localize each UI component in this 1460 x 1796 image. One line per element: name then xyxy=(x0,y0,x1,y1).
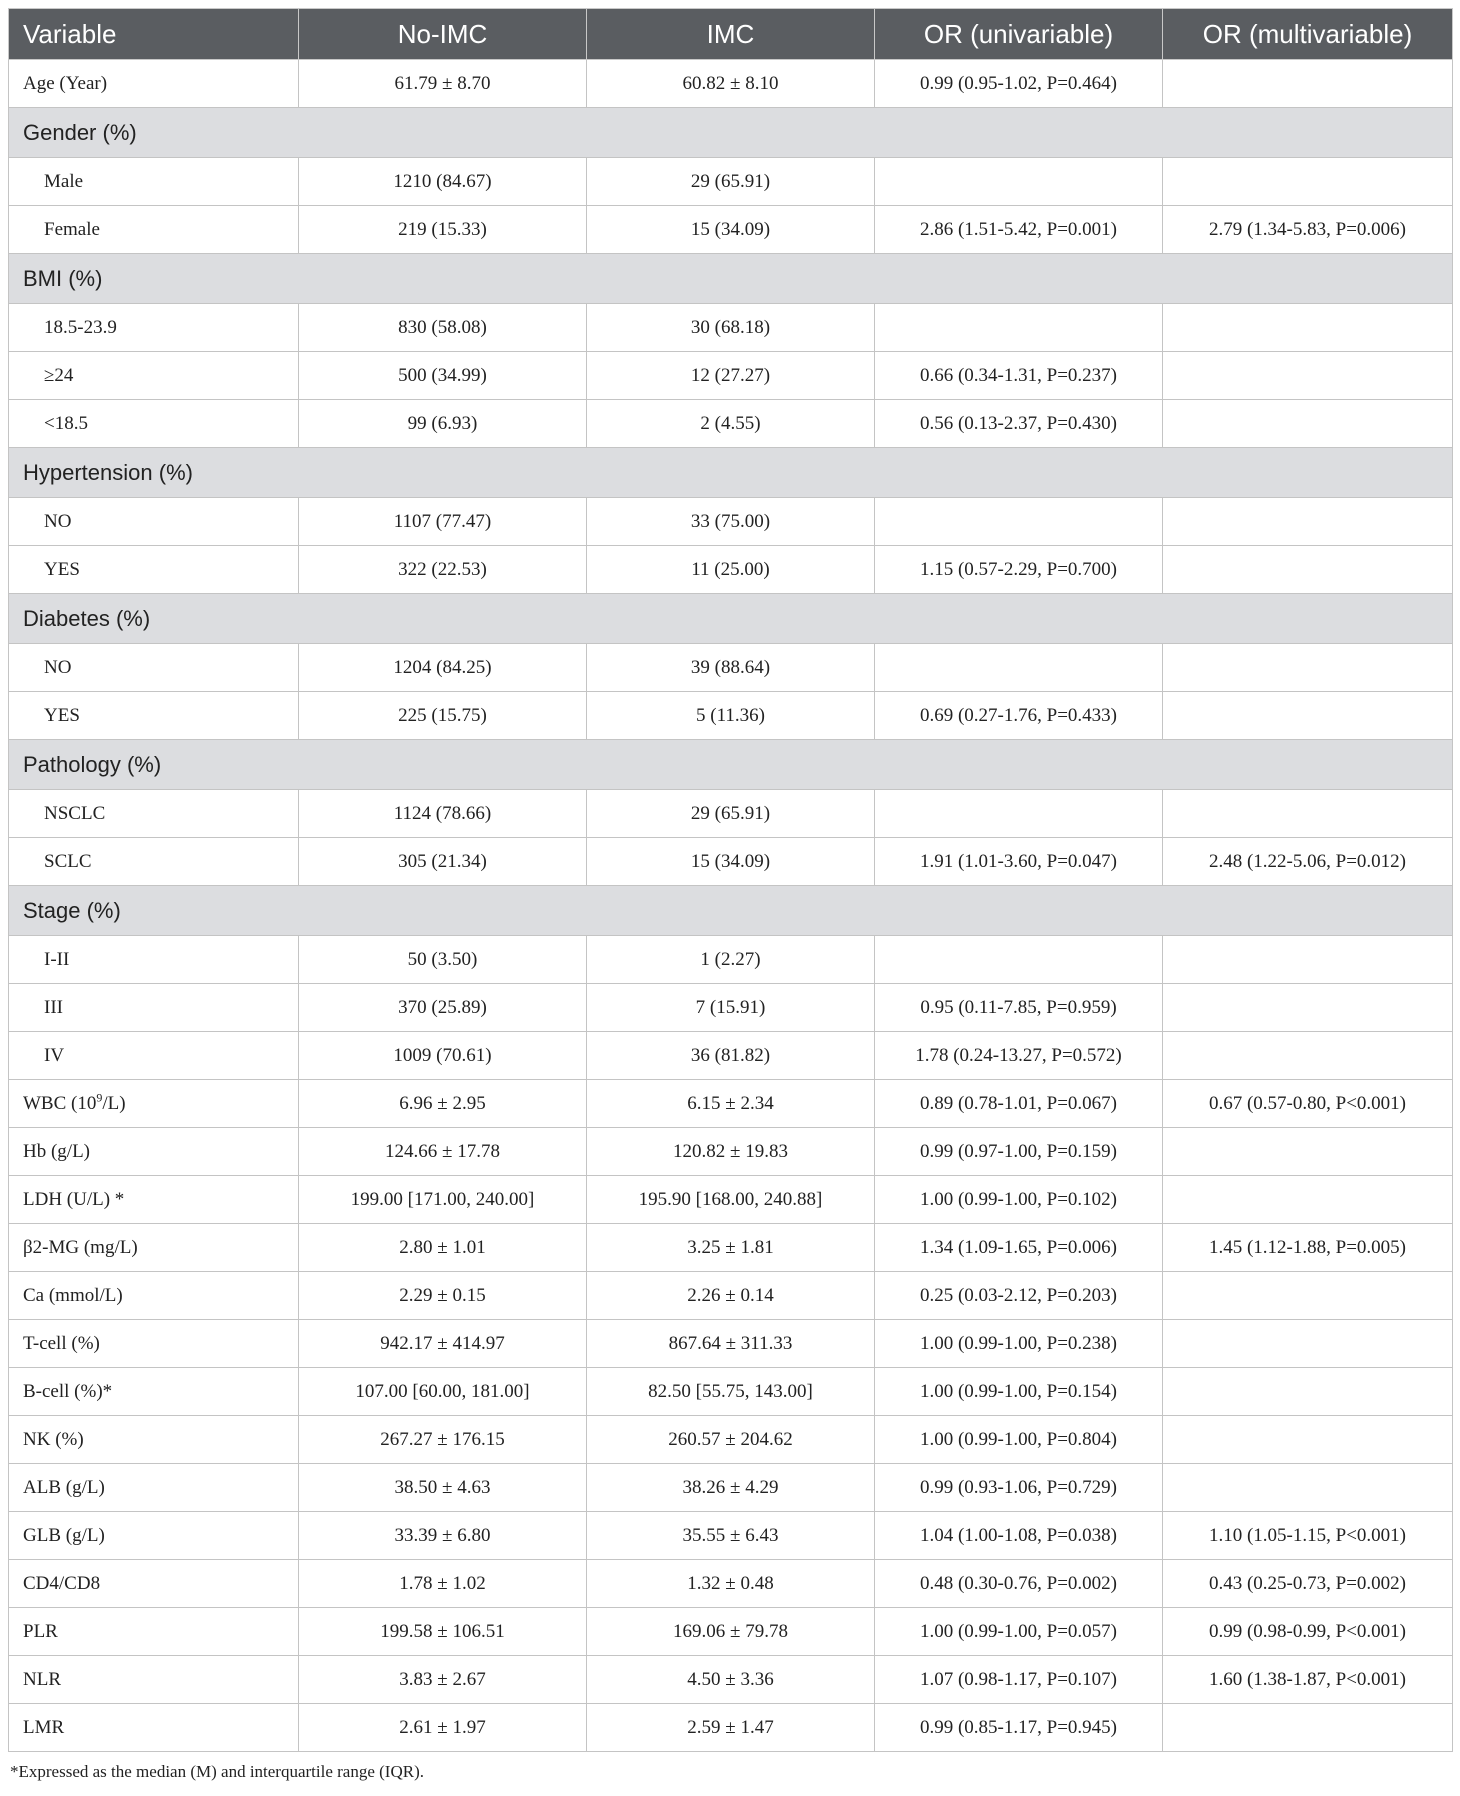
header-or-multivariable: OR (multivariable) xyxy=(1163,9,1453,60)
cell-variable: Female xyxy=(9,206,299,254)
cell-imc: 33 (75.00) xyxy=(587,498,875,546)
cell-or-univariable: 0.25 (0.03-2.12, P=0.203) xyxy=(875,1272,1163,1320)
cell-imc: 15 (34.09) xyxy=(587,206,875,254)
cell-or-univariable: 0.95 (0.11-7.85, P=0.959) xyxy=(875,984,1163,1032)
cell-variable: I-II xyxy=(9,936,299,984)
cell-imc: 36 (81.82) xyxy=(587,1032,875,1080)
cell-or-multivariable xyxy=(1163,1272,1453,1320)
cell-variable: PLR xyxy=(9,1608,299,1656)
cell-variable: NK (%) xyxy=(9,1416,299,1464)
table-row xyxy=(9,1512,1453,1560)
cell-variable: Hb (g/L) xyxy=(9,1128,299,1176)
cell-or-univariable: 0.99 (0.95-1.02, P=0.464) xyxy=(875,60,1163,108)
cell-no-imc: 1107 (77.47) xyxy=(299,498,587,546)
cell-or-multivariable: 2.48 (1.22-5.06, P=0.012) xyxy=(1163,838,1453,886)
cell-imc: 12 (27.27) xyxy=(587,352,875,400)
table-page xyxy=(8,8,1452,1782)
table-row xyxy=(9,158,1453,206)
cell-no-imc: 500 (34.99) xyxy=(299,352,587,400)
cell-imc: 169.06 ± 79.78 xyxy=(587,1608,875,1656)
cell-no-imc: 1204 (84.25) xyxy=(299,644,587,692)
cell-or-multivariable xyxy=(1163,304,1453,352)
cell-no-imc: 33.39 ± 6.80 xyxy=(299,1512,587,1560)
variable-text: WBC (10 xyxy=(23,1092,97,1114)
section-header-row xyxy=(9,886,1453,936)
cell-or-multivariable xyxy=(1163,1464,1453,1512)
cell-imc: 60.82 ± 8.10 xyxy=(587,60,875,108)
cell-imc: 29 (65.91) xyxy=(587,158,875,206)
cell-no-imc: 199.00 [171.00, 240.00] xyxy=(299,1176,587,1224)
cell-or-multivariable xyxy=(1163,60,1453,108)
section-label: Stage (%) xyxy=(9,886,1453,936)
cell-no-imc: 305 (21.34) xyxy=(299,838,587,886)
table-row xyxy=(9,352,1453,400)
cell-or-multivariable xyxy=(1163,1176,1453,1224)
cell-or-univariable: 1.00 (0.99-1.00, P=0.804) xyxy=(875,1416,1163,1464)
table-body xyxy=(9,60,1453,1752)
cell-or-multivariable xyxy=(1163,1704,1453,1752)
table-row xyxy=(9,1320,1453,1368)
cell-or-univariable: 1.00 (0.99-1.00, P=0.154) xyxy=(875,1368,1163,1416)
cell-or-univariable: 0.69 (0.27-1.76, P=0.433) xyxy=(875,692,1163,740)
header-variable: Variable xyxy=(9,9,299,60)
section-header-row xyxy=(9,740,1453,790)
cell-or-multivariable xyxy=(1163,1320,1453,1368)
cell-variable: NO xyxy=(9,498,299,546)
cell-or-multivariable xyxy=(1163,352,1453,400)
cell-variable: NSCLC xyxy=(9,790,299,838)
cell-variable: IV xyxy=(9,1032,299,1080)
cell-or-multivariable xyxy=(1163,692,1453,740)
cell-or-multivariable xyxy=(1163,498,1453,546)
table-row xyxy=(9,1032,1453,1080)
section-label: BMI (%) xyxy=(9,254,1453,304)
table-row xyxy=(9,1272,1453,1320)
cell-no-imc: 2.80 ± 1.01 xyxy=(299,1224,587,1272)
cell-variable: SCLC xyxy=(9,838,299,886)
cell-or-multivariable: 0.67 (0.57-0.80, P<0.001) xyxy=(1163,1080,1453,1128)
cell-imc: 39 (88.64) xyxy=(587,644,875,692)
cell-or-univariable: 0.56 (0.13-2.37, P=0.430) xyxy=(875,400,1163,448)
cell-no-imc: 267.27 ± 176.15 xyxy=(299,1416,587,1464)
cell-or-univariable: 1.04 (1.00-1.08, P=0.038) xyxy=(875,1512,1163,1560)
cell-or-multivariable xyxy=(1163,790,1453,838)
table-row xyxy=(9,498,1453,546)
cell-no-imc: 61.79 ± 8.70 xyxy=(299,60,587,108)
cell-or-univariable: 2.86 (1.51-5.42, P=0.001) xyxy=(875,206,1163,254)
cell-imc: 2.26 ± 0.14 xyxy=(587,1272,875,1320)
section-header-row xyxy=(9,108,1453,158)
cell-or-univariable: 1.00 (0.99-1.00, P=0.057) xyxy=(875,1608,1163,1656)
cell-or-multivariable xyxy=(1163,936,1453,984)
cell-or-univariable: 1.00 (0.99-1.00, P=0.238) xyxy=(875,1320,1163,1368)
cell-imc: 867.64 ± 311.33 xyxy=(587,1320,875,1368)
table-row xyxy=(9,304,1453,352)
cell-or-multivariable xyxy=(1163,400,1453,448)
cell-variable: YES xyxy=(9,692,299,740)
cell-or-univariable: 0.89 (0.78-1.01, P=0.067) xyxy=(875,1080,1163,1128)
cell-no-imc: 322 (22.53) xyxy=(299,546,587,594)
cell-or-multivariable: 0.99 (0.98-0.99, P<0.001) xyxy=(1163,1608,1453,1656)
cell-variable: ≥24 xyxy=(9,352,299,400)
table-row xyxy=(9,1656,1453,1704)
header-row xyxy=(9,9,1453,60)
cell-or-multivariable: 2.79 (1.34-5.83, P=0.006) xyxy=(1163,206,1453,254)
cell-no-imc: 107.00 [60.00, 181.00] xyxy=(299,1368,587,1416)
cell-or-multivariable xyxy=(1163,984,1453,1032)
cell-or-univariable xyxy=(875,644,1163,692)
section-header-row xyxy=(9,448,1453,498)
cell-or-multivariable: 1.10 (1.05-1.15, P<0.001) xyxy=(1163,1512,1453,1560)
cell-imc: 35.55 ± 6.43 xyxy=(587,1512,875,1560)
cell-imc: 2 (4.55) xyxy=(587,400,875,448)
cell-or-univariable: 1.78 (0.24-13.27, P=0.572) xyxy=(875,1032,1163,1080)
cell-no-imc: 370 (25.89) xyxy=(299,984,587,1032)
cell-no-imc: 830 (58.08) xyxy=(299,304,587,352)
cell-no-imc: 6.96 ± 2.95 xyxy=(299,1080,587,1128)
variable-superscript: 9 xyxy=(96,1090,103,1105)
cell-or-multivariable xyxy=(1163,546,1453,594)
cell-variable: III xyxy=(9,984,299,1032)
cell-no-imc: 1210 (84.67) xyxy=(299,158,587,206)
cell-imc: 4.50 ± 3.36 xyxy=(587,1656,875,1704)
cell-variable: Male xyxy=(9,158,299,206)
cell-no-imc: 38.50 ± 4.63 xyxy=(299,1464,587,1512)
header-no-imc: No-IMC xyxy=(299,9,587,60)
table-row xyxy=(9,936,1453,984)
table-row xyxy=(9,1464,1453,1512)
cell-variable: <18.5 xyxy=(9,400,299,448)
cell-or-univariable: 0.99 (0.85-1.17, P=0.945) xyxy=(875,1704,1163,1752)
table-row xyxy=(9,60,1453,108)
results-table xyxy=(8,8,1453,1752)
cell-no-imc: 1009 (70.61) xyxy=(299,1032,587,1080)
table-row xyxy=(9,984,1453,1032)
cell-imc: 1.32 ± 0.48 xyxy=(587,1560,875,1608)
cell-or-univariable: 1.91 (1.01-3.60, P=0.047) xyxy=(875,838,1163,886)
table-row xyxy=(9,1176,1453,1224)
section-label: Gender (%) xyxy=(9,108,1453,158)
cell-or-univariable xyxy=(875,790,1163,838)
table-row xyxy=(9,1368,1453,1416)
header-or-univariable: OR (univariable) xyxy=(875,9,1163,60)
cell-or-univariable xyxy=(875,158,1163,206)
table-row xyxy=(9,1080,1453,1128)
cell-variable: β2-MG (mg/L) xyxy=(9,1224,299,1272)
cell-no-imc: 1124 (78.66) xyxy=(299,790,587,838)
cell-imc: 15 (34.09) xyxy=(587,838,875,886)
cell-or-univariable xyxy=(875,304,1163,352)
cell-variable: Age (Year) xyxy=(9,60,299,108)
section-label: Diabetes (%) xyxy=(9,594,1453,644)
cell-no-imc: 2.29 ± 0.15 xyxy=(299,1272,587,1320)
table-row xyxy=(9,838,1453,886)
cell-variable: GLB (g/L) xyxy=(9,1512,299,1560)
cell-imc: 260.57 ± 204.62 xyxy=(587,1416,875,1464)
cell-no-imc: 225 (15.75) xyxy=(299,692,587,740)
cell-or-multivariable xyxy=(1163,158,1453,206)
cell-variable: LDH (U/L) * xyxy=(9,1176,299,1224)
table-row xyxy=(9,1560,1453,1608)
cell-imc: 6.15 ± 2.34 xyxy=(587,1080,875,1128)
cell-variable: NO xyxy=(9,644,299,692)
cell-no-imc: 124.66 ± 17.78 xyxy=(299,1128,587,1176)
table-row xyxy=(9,206,1453,254)
cell-imc: 195.90 [168.00, 240.88] xyxy=(587,1176,875,1224)
table-row xyxy=(9,1608,1453,1656)
table-row xyxy=(9,692,1453,740)
cell-no-imc: 219 (15.33) xyxy=(299,206,587,254)
cell-variable: T-cell (%) xyxy=(9,1320,299,1368)
cell-no-imc: 942.17 ± 414.97 xyxy=(299,1320,587,1368)
table-row xyxy=(9,644,1453,692)
cell-or-univariable xyxy=(875,936,1163,984)
cell-or-multivariable xyxy=(1163,1416,1453,1464)
cell-no-imc: 99 (6.93) xyxy=(299,400,587,448)
cell-variable: Ca (mmol/L) xyxy=(9,1272,299,1320)
table-row xyxy=(9,1128,1453,1176)
cell-or-multivariable xyxy=(1163,644,1453,692)
cell-imc: 7 (15.91) xyxy=(587,984,875,1032)
cell-or-univariable xyxy=(875,498,1163,546)
cell-imc: 82.50 [55.75, 143.00] xyxy=(587,1368,875,1416)
section-label: Pathology (%) xyxy=(9,740,1453,790)
cell-or-univariable: 0.48 (0.30-0.76, P=0.002) xyxy=(875,1560,1163,1608)
header-imc: IMC xyxy=(587,9,875,60)
section-header-row xyxy=(9,594,1453,644)
cell-imc: 5 (11.36) xyxy=(587,692,875,740)
cell-imc: 2.59 ± 1.47 xyxy=(587,1704,875,1752)
cell-variable: LMR xyxy=(9,1704,299,1752)
cell-variable xyxy=(9,1080,299,1128)
cell-imc: 3.25 ± 1.81 xyxy=(587,1224,875,1272)
table-row xyxy=(9,790,1453,838)
table-footnote: *Expressed as the median (M) and interquartile range (IQR). xyxy=(10,1762,424,1781)
cell-or-univariable: 1.15 (0.57-2.29, P=0.700) xyxy=(875,546,1163,594)
table-row xyxy=(9,1416,1453,1464)
cell-imc: 120.82 ± 19.83 xyxy=(587,1128,875,1176)
cell-or-multivariable: 0.43 (0.25-0.73, P=0.002) xyxy=(1163,1560,1453,1608)
cell-or-univariable: 0.99 (0.97-1.00, P=0.159) xyxy=(875,1128,1163,1176)
cell-or-multivariable: 1.60 (1.38-1.87, P<0.001) xyxy=(1163,1656,1453,1704)
cell-or-univariable: 0.66 (0.34-1.31, P=0.237) xyxy=(875,352,1163,400)
cell-no-imc: 50 (3.50) xyxy=(299,936,587,984)
cell-or-multivariable xyxy=(1163,1032,1453,1080)
cell-or-univariable: 1.07 (0.98-1.17, P=0.107) xyxy=(875,1656,1163,1704)
cell-or-univariable: 1.34 (1.09-1.65, P=0.006) xyxy=(875,1224,1163,1272)
section-label: Hypertension (%) xyxy=(9,448,1453,498)
section-header-row xyxy=(9,254,1453,304)
cell-or-univariable: 1.00 (0.99-1.00, P=0.102) xyxy=(875,1176,1163,1224)
cell-variable: YES xyxy=(9,546,299,594)
cell-no-imc: 199.58 ± 106.51 xyxy=(299,1608,587,1656)
table-row xyxy=(9,546,1453,594)
cell-or-multivariable xyxy=(1163,1368,1453,1416)
cell-imc: 30 (68.18) xyxy=(587,304,875,352)
cell-imc: 29 (65.91) xyxy=(587,790,875,838)
table-row xyxy=(9,400,1453,448)
cell-or-multivariable: 1.45 (1.12-1.88, P=0.005) xyxy=(1163,1224,1453,1272)
table-row xyxy=(9,1224,1453,1272)
cell-no-imc: 2.61 ± 1.97 xyxy=(299,1704,587,1752)
cell-or-univariable: 0.99 (0.93-1.06, P=0.729) xyxy=(875,1464,1163,1512)
cell-imc: 11 (25.00) xyxy=(587,546,875,594)
cell-variable: 18.5-23.9 xyxy=(9,304,299,352)
cell-imc: 1 (2.27) xyxy=(587,936,875,984)
variable-suffix: /L) xyxy=(102,1092,126,1114)
table-row xyxy=(9,1704,1453,1752)
cell-no-imc: 3.83 ± 2.67 xyxy=(299,1656,587,1704)
cell-variable: CD4/CD8 xyxy=(9,1560,299,1608)
cell-imc: 38.26 ± 4.29 xyxy=(587,1464,875,1512)
cell-no-imc: 1.78 ± 1.02 xyxy=(299,1560,587,1608)
cell-variable: NLR xyxy=(9,1656,299,1704)
cell-or-multivariable xyxy=(1163,1128,1453,1176)
cell-variable: B-cell (%)* xyxy=(9,1368,299,1416)
cell-variable: ALB (g/L) xyxy=(9,1464,299,1512)
